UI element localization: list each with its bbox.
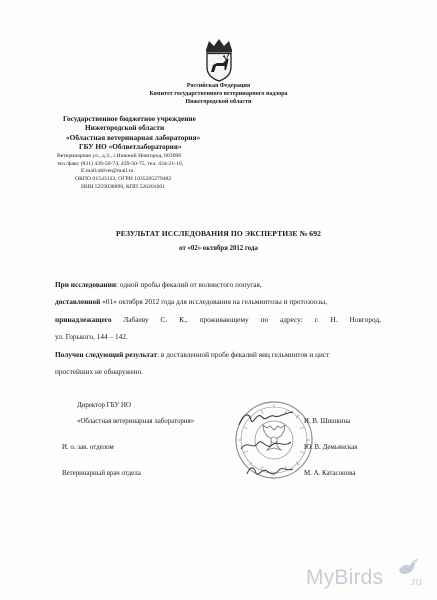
organization-block [57, 114, 297, 191]
vet-signature-icon [244, 463, 296, 481]
paragraph-delivered [55, 293, 381, 310]
org-address-line-1: Ветеринарная ул., д.3., г.Нижний Новгород, 603098 [57, 153, 182, 160]
text-owner: Лабаеву С. К., проживающему по адресу: г. Н. Новгород, [111, 314, 381, 324]
head-name: Ю. В. Демьянская [304, 444, 358, 451]
org-phone-line: тел./факс (831) 439-50-74, 439-50-75, тел. 434-21-16, [57, 160, 184, 167]
org-name-line-1: Государственное бюджетное учреждение [63, 114, 196, 123]
emblem-icon [196, 36, 242, 82]
director-signature-icon [236, 408, 296, 430]
org-name-line-4: ГБУ НО «Облветлаборатория» [79, 141, 182, 151]
head-signature-icon [238, 436, 294, 454]
org-email: E.mail:oblvet@mail.ru [81, 168, 134, 175]
watermark-text [306, 566, 383, 590]
watermark-suffix: .ru [409, 576, 422, 588]
org-name-line-2: Нижегородской области [85, 123, 165, 133]
committee-line: Комитет государственного ветеринарного надзора [149, 91, 288, 97]
director-title-line-2: «Областная ветеринарная лаборатория» [77, 418, 195, 425]
document-date: от «02» октября 2012 года [179, 245, 258, 252]
director-name: И. В. Шишкина [304, 418, 351, 425]
org-name-line-3: «Областная ветеринарная лаборатория» [66, 132, 201, 142]
country-line: Российская Федерация [186, 83, 251, 89]
text-delivered: «01» октября 2012 года для исследования на гельминтозы и протозоозы, [100, 297, 327, 307]
watermark-name: MyBirds [306, 566, 384, 589]
text-examination: : одной пробы фекалий от волнистого попугая, [116, 280, 262, 289]
label-result: Получен следующий результат [55, 349, 158, 359]
text-result: : в доставленной пробе фекалий яиц гельминтов и цист [157, 349, 330, 359]
label-examination: При исследовании [55, 280, 117, 289]
document-body [55, 276, 381, 380]
result-cont: простейших не обнаружено. [55, 367, 144, 377]
document-title: РЕЗУЛЬТАТ ИССЛЕДОВАНИЯ ПО ЭКСПЕРТИЗЕ № 692 [116, 229, 321, 238]
vet-name: М. А. Катасонова [304, 470, 356, 477]
label-owner: принадлежащего [55, 314, 112, 324]
org-okpo: ОКПО 01543122, ОГРН 1035205279482 [75, 175, 172, 182]
region-line: Нижегородской области [185, 99, 252, 105]
org-inn: ИНН 5259038890, КПП 526201001 [81, 183, 166, 190]
label-delivered: доставленной [55, 297, 101, 307]
vet-title: Ветеринарный врач отдела [62, 470, 141, 477]
head-title: И. о. зав. отделом [62, 444, 114, 451]
director-title-line-1: Директор ГБУ НО [77, 402, 131, 409]
paragraph-owner [55, 311, 381, 328]
paragraph-examination [55, 276, 381, 293]
paragraph-result [55, 346, 381, 363]
owner-address-cont: ул. Горького, 144 – 142. [55, 332, 128, 342]
